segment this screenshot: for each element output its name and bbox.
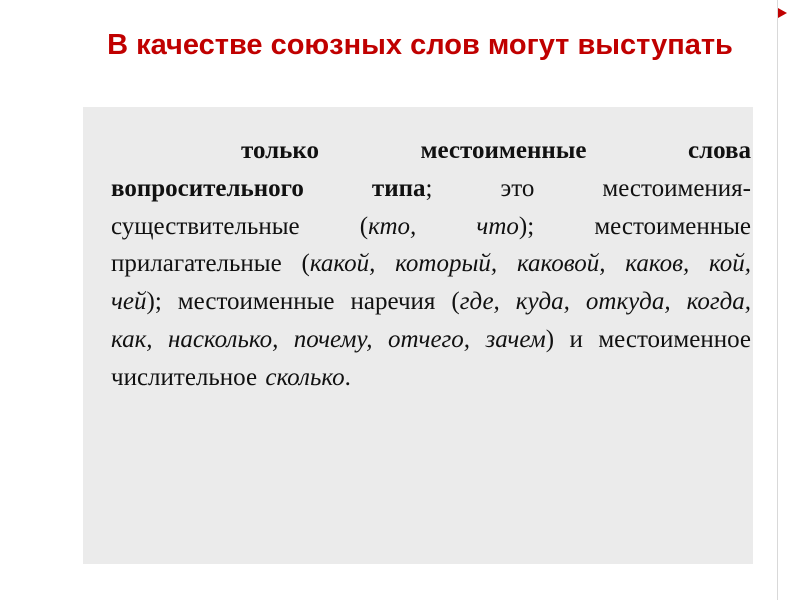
body-segment-7: где, куда, откуда, когда, как, насколько, почему, отчего, зачем (111, 288, 751, 353)
red-triangle-arrow-icon (778, 8, 787, 18)
body-segment-6: ); местоименные наречия ( (146, 288, 460, 316)
body-segment-8: ) и местоименное числительное (111, 325, 751, 391)
slide-title: В качестве союзных слов могут выступать (107, 29, 733, 61)
body-segment-3: кто, что (368, 212, 519, 240)
body-segment-2: ; это местоимения-существительные ( (111, 174, 751, 240)
slide-body-text (111, 132, 751, 397)
body-segment-9: сколько (265, 363, 345, 391)
body-segment-5: какой, который, каковой, каков, кой, чей (111, 250, 752, 316)
body-segment-10: . (344, 363, 351, 391)
body-segment-1: только местоименные слова вопросительного типа (111, 137, 751, 202)
slide-edge-divider (777, 0, 778, 600)
body-segment-4: ); местоименные прилагательные ( (111, 212, 752, 278)
